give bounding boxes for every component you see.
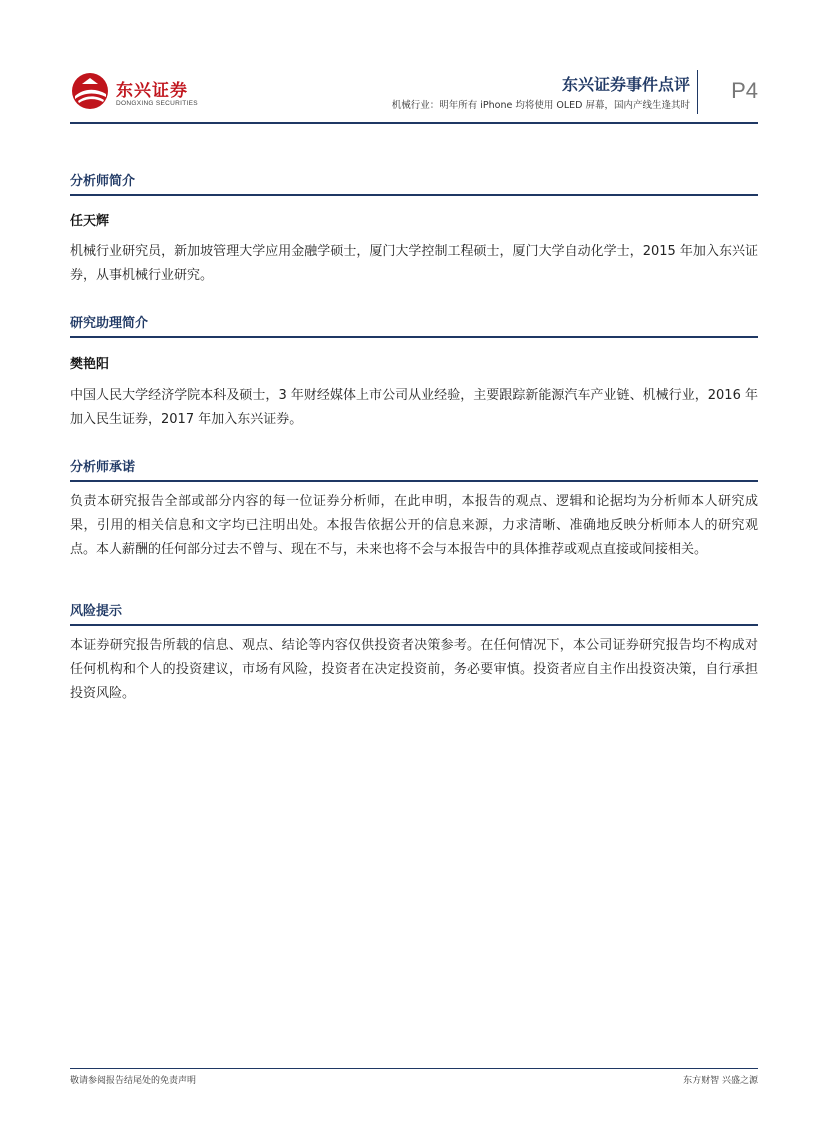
commitment-text: 负责本研究报告全部或部分内容的每一位证券分析师，在此申明，本报告的观点、逻辑和论据均为分析师本人研究成果，引用的相关信息和文字均已注明出处。本报告依据公开的信息来源，力求清晰、准确地反映分析师本人的研究观点。本人薪酬的任何部分过去不曾与、现在不与，未来也将不会与本报告中的具体推荐或观点直接或间接相关。: [70, 494, 758, 557]
section-rule: [70, 336, 758, 338]
section-assistant-intro: [70, 314, 758, 338]
assistant-name: 樊艳阳: [70, 357, 110, 372]
header-divider: [697, 70, 699, 114]
section-rule: [70, 194, 758, 196]
analyst-name: 任天辉: [70, 214, 110, 229]
page-number: P4: [731, 78, 758, 103]
assistant-bio: 中国人民大学经济学院本科及硕士，3 年财经媒体上市公司从业经验，主要跟踪新能源汽车产业链、机械行业，2016 年加入民生证券，2017 年加入东兴证券。: [70, 388, 758, 427]
risk-text: 本证券研究报告所载的信息、观点、结论等内容仅供投资者决策参考。在任何情况下，本公司证券研究报告均不构成对任何机构和个人的投资建议，市场有风险，投资者在决定投资前，务必要审慎。投资者应自主作出投资决策，自行承担投资风险。: [70, 638, 758, 701]
logo-text-cn: 东兴证券: [116, 81, 188, 101]
section-risk-notice: [70, 602, 758, 626]
section-title: 分析师承诺: [70, 460, 136, 475]
section-analyst-intro: [70, 172, 758, 196]
report-subtitle: 机械行业：明年所有 iPhone 均将使用 OLED 屏幕，国内产线生逢其时: [391, 100, 690, 111]
footer-disclaimer-note: 敬请参阅报告结尾处的免责声明: [70, 1076, 197, 1086]
footer-slogan: 东方财智 兴盛之源: [683, 1076, 758, 1086]
report-type-title: 东兴证券事件点评: [561, 75, 690, 94]
company-logo: [70, 70, 230, 114]
page-header: [70, 66, 758, 126]
footer-rule: [70, 1068, 758, 1069]
analyst-bio: 机械行业研究员，新加坡管理大学应用金融学硕士，厦门大学控制工程硕士，厦门大学自动化学士，2015 年加入东兴证券，从事机械行业研究。: [70, 244, 758, 283]
section-title: 风险提示: [70, 604, 123, 619]
logo-text-en: DONGXING SECURITIES: [116, 100, 198, 107]
section-rule: [70, 480, 758, 482]
header-rule: [70, 122, 758, 124]
section-analyst-commitment: [70, 458, 758, 482]
section-rule: [70, 624, 758, 626]
section-title: 研究助理简介: [70, 316, 149, 331]
section-title: 分析师简介: [70, 174, 136, 189]
logo-emblem-icon: [70, 70, 112, 112]
